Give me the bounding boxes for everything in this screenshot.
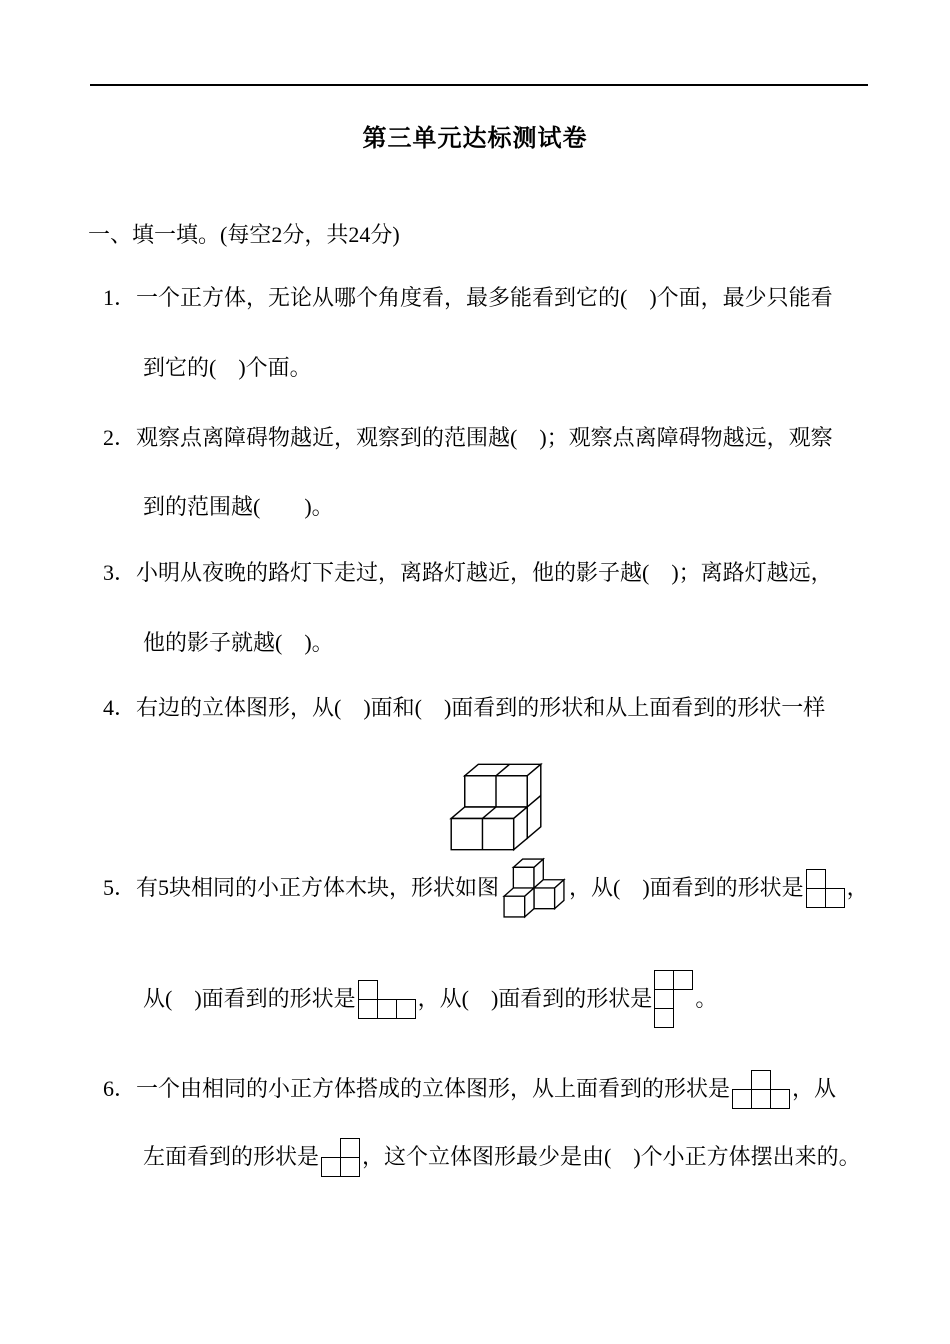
q6-line2-text-a: 左面看到的形状是 — [143, 1144, 320, 1169]
q5-line1-text-b: ，从( )面看到的形状是 — [569, 875, 804, 900]
q5-line2-text-a: 从( )面看到的形状是 — [143, 986, 356, 1011]
cube-figure-q5 — [502, 857, 566, 919]
view-shape-q6-top — [732, 1070, 790, 1109]
q6-line1-text-a: 6．一个由相同的小正方体搭成的立体图形，从上面看到的形状是 — [103, 1076, 731, 1101]
q5-line2-text-b: ，从( )面看到的形状是 — [417, 986, 653, 1011]
question-4-line-1: 4．右边的立体图形，从( )面和( )面看到的形状和从上面看到的形状一样 — [103, 695, 826, 720]
q5-line1-text-a: 5．有5块相同的小正方体木块，形状如图 — [103, 875, 500, 900]
q5-line1-text-c: ， — [846, 875, 869, 900]
question-5-line-1 — [103, 852, 869, 924]
view-shape-q5-2 — [358, 980, 416, 1019]
question-1-line-1: 1．一个正方体，无论从哪个角度看，最多能看到它的( )个面，最少只能看 — [103, 285, 833, 310]
question-6-line-2 — [143, 1124, 861, 1190]
view-shape-q5-3 — [654, 970, 693, 1028]
question-6-line-1 — [103, 1056, 836, 1122]
section-heading: 一、填一填。(每空2分，共24分) — [88, 222, 400, 247]
question-2-line-2: 到的范围越( )。 — [143, 494, 334, 519]
question-5-line-2 — [143, 963, 717, 1035]
q6-line2-text-b: ，这个立体图形最少是由( )个小正方体摆出来的。 — [362, 1144, 861, 1169]
header-rule — [90, 84, 868, 86]
question-3-line-1: 3．小明从夜晚的路灯下走过，离路灯越近，他的影子越( )；离路灯越远， — [103, 560, 833, 585]
question-2-line-1: 2．观察点离障碍物越近，观察到的范围越( )；观察点离障碍物越远，观察 — [103, 425, 833, 450]
q5-line2-text-c: 。 — [695, 986, 718, 1011]
question-3-line-2: 他的影子就越( )。 — [143, 630, 334, 655]
q6-line1-text-b: ，从 — [792, 1076, 837, 1101]
view-shape-q5-1 — [806, 869, 845, 908]
question-1-line-2: 到它的( )个面。 — [143, 355, 312, 380]
view-shape-q6-left — [321, 1138, 360, 1177]
cube-figure-q4 — [446, 760, 546, 854]
page-title: 第三单元达标测试卷 — [362, 126, 588, 152]
